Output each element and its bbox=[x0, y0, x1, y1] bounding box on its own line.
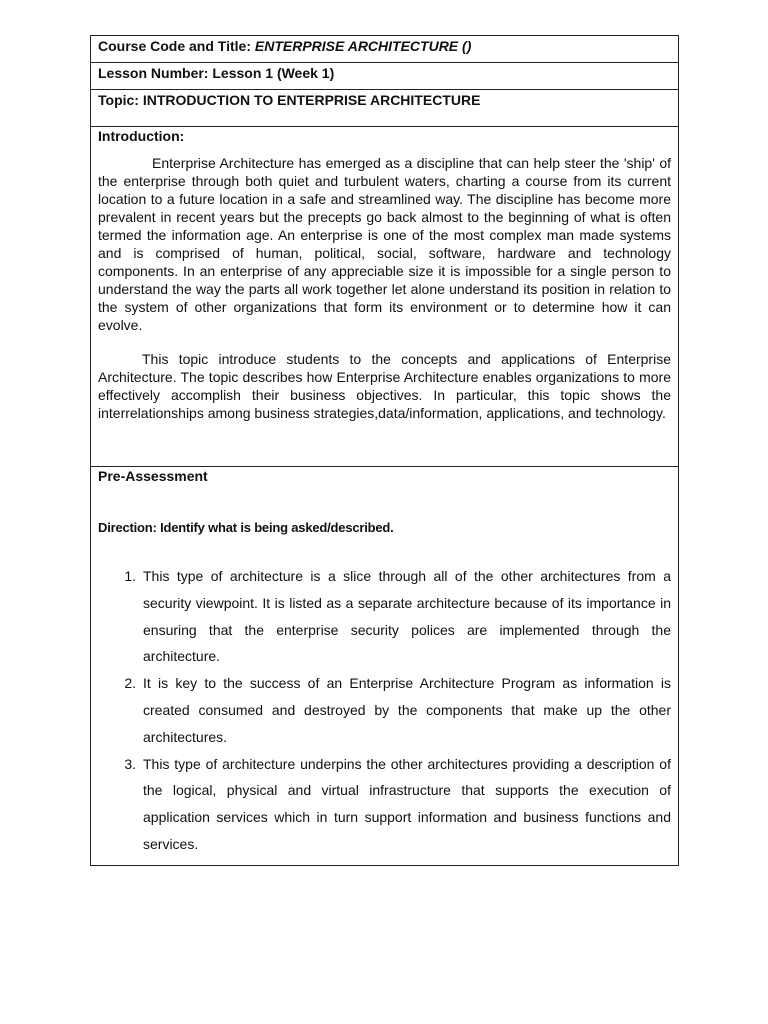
lesson-label: Lesson Number: bbox=[98, 65, 213, 81]
question-number: 1. bbox=[124, 568, 136, 584]
question-item bbox=[98, 563, 671, 670]
lesson-value: Lesson 1 (Week 1) bbox=[212, 65, 335, 81]
introduction-section bbox=[91, 127, 678, 467]
direction-text: Direction: Identify what is being asked/described. bbox=[98, 520, 394, 535]
topic-label: Topic: bbox=[98, 92, 143, 108]
introduction-paragraph-1: Enterprise Architecture has emerged as a discipline that can help steer the 'ship' of the enterprise through both quiet and turbulent waters, charting a course from its current location to a future location in a safe and streamlined way. The discipline has become more prevalent in recent years but the precepts go back almost to the beginning of what is often termed the information age. An enterprise is one of the most complex man made systems and is comprised of human, political, social, software, hardware and technology components. In an enterprise of any appreciable size it is impossible for a single person to understand the way the parts all work together let alone understand its position in relation to the system of other organizations that form its environment or to determine how it can evolve. bbox=[98, 155, 671, 333]
introduction-paragraph-2: This topic introduce students to the concepts and applications of Enterprise Architecture. The topic describes how Enterprise Architecture enables organizations to more effectively accomplish their business objectives. In particular, this topic shows the interrelationships among business strategies,data/information, applications, and technology. bbox=[98, 351, 671, 421]
topic-row bbox=[91, 90, 678, 127]
lesson-row bbox=[91, 63, 678, 90]
course-title: ENTERPRISE ARCHITECTURE () bbox=[254, 38, 472, 54]
course-row bbox=[91, 36, 678, 63]
question-item bbox=[98, 751, 671, 858]
course-label: Course Code and Title: bbox=[98, 38, 255, 54]
question-text: It is key to the success of an Enterprise Architecture Program as information is created consumed and destroyed by the components that make up the other architectures. bbox=[143, 675, 671, 745]
question-text: This type of architecture underpins the other architectures providing a description of the logical, physical and virtual infrastructure that supports the execution of application services which in turn support information and business functions and services. bbox=[143, 755, 671, 852]
question-text: This type of architecture is a slice through all of the other architectures from a security viewpoint. It is listed as a separate architecture because of its importance in ensuring that the enterprise security polices are implemented through the architecture. bbox=[143, 568, 671, 665]
pre-assessment-heading: Pre-Assessment bbox=[98, 468, 208, 484]
lesson-document bbox=[90, 35, 679, 866]
question-number: 2. bbox=[124, 675, 136, 692]
introduction-heading: Introduction: bbox=[98, 128, 185, 144]
question-list bbox=[98, 563, 671, 858]
question-number: 3. bbox=[124, 755, 136, 772]
question-item bbox=[98, 670, 671, 750]
topic-value: INTRODUCTION TO ENTERPRISE ARCHITECTURE bbox=[142, 92, 481, 108]
pre-assessment-section bbox=[91, 467, 678, 865]
